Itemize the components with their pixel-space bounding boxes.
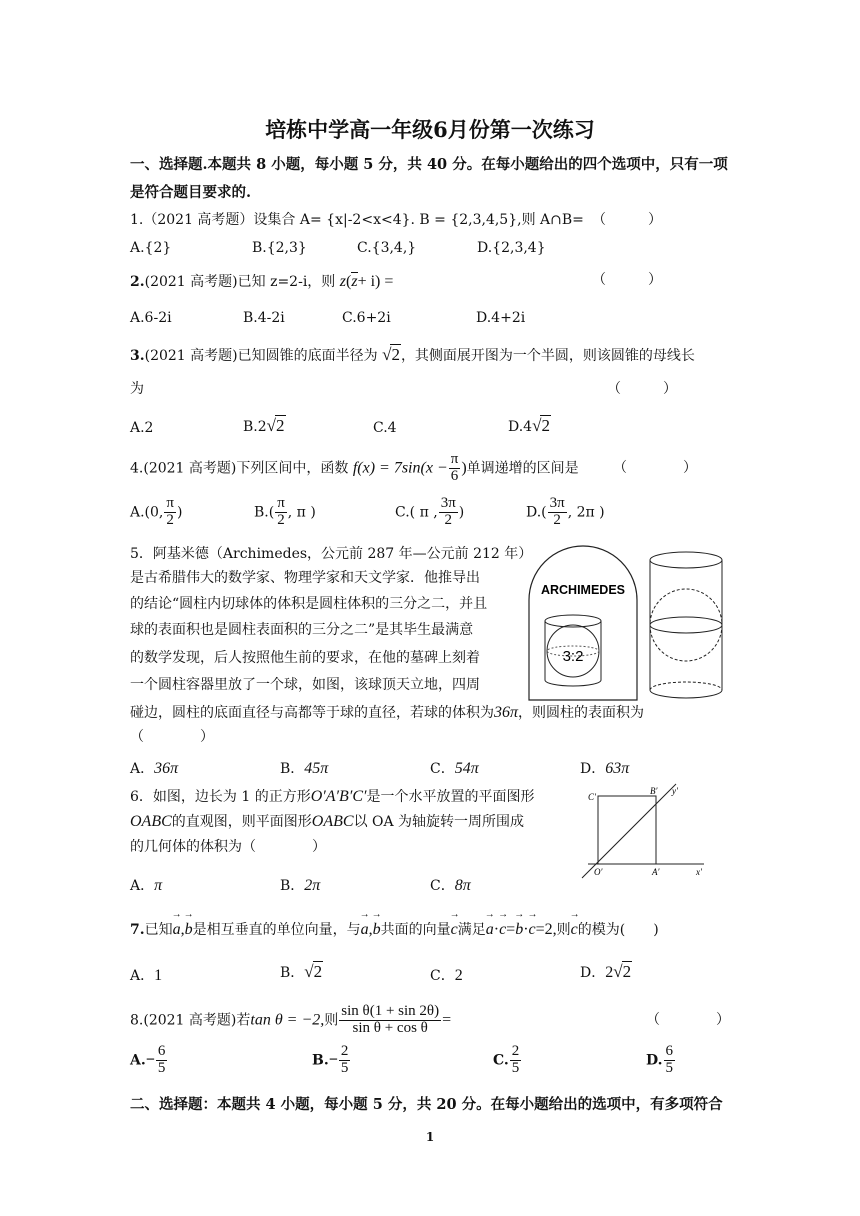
q4-function: f(x) = 7sin(x − [352,459,448,477]
q7-option-d: D．2√2 [580,962,632,981]
q6-option-c: C．8π [430,877,471,894]
q2-plus-i: + i [357,273,376,290]
q6-option-b: B．2π [280,877,321,894]
q3-answer-paren: （ ） [607,381,677,397]
q8-option-a: A.− $\frac{6}{5}$ [130,1043,166,1076]
q2-option-a: A.6-2i [130,310,172,326]
section1-header-line1: 一、选择题.本题共 8 小题，每小题 5 分，共 40 分。在每小题给出的四个选项中，只有一项 [130,156,728,173]
q7-option-c: C．2 [430,967,463,984]
q2-zbar: z [351,273,358,290]
q6-stem-line3: 的几何体的体积为（ ） [130,839,326,855]
q4-option-b: B.( $\frac{\pi}{2}$ , π ) [254,495,316,528]
q5-line: 球的表面积也是圆柱表面积的三分之二”是其毕生最满意 [130,622,474,638]
vector-a: → a [173,920,181,939]
q3-option-a: A.2 [130,420,154,436]
q8-expression: $\frac{\text{sin θ(1 + sin 2θ)}}{\text{sin θ + cos θ}}$ [341,1003,440,1036]
vector-c: → c [451,920,458,939]
q6-option-a: A．π [130,877,163,894]
q5-line: 的结论“圆柱内切球体的体积是圆柱体积的三分之二，并且 [130,596,488,612]
svg-text:A′: A′ [652,867,660,877]
q2-z: z [339,273,346,290]
q1-option-b: B.{2,3} [252,240,307,256]
q5-line: 5．阿基米德（Archimedes，公元前 287 年—公元前 212 年） [130,546,533,562]
svg-text:B′: B′ [650,786,658,796]
archimedes-label: ARCHIMEDES [540,583,626,597]
svg-text:x′: x′ [696,867,702,877]
q4-stem: 4.(2021 高考题)下列区间中，函数 [130,460,349,477]
q4-option-a: A.(0, $\frac{\pi}{2}$ ) [130,495,183,528]
q2-equals: ) = [375,273,394,290]
page-number: 1 [425,1130,435,1144]
q5-option-a: A．36π [130,760,179,777]
q3-stem-post: ，其侧面展开图为一个半圆，则该圆锥的母线长 [400,348,695,364]
section1-header-line2: 是符合题目要求的. [130,184,252,201]
q4-option-d: D.( $\frac{3\pi}{2}$ , 2π ) [526,495,605,528]
svg-text:O′: O′ [594,867,603,877]
square-intuitive-figure [578,782,718,882]
q2-lparen: ( [346,273,352,290]
q5-line: 是古希腊伟大的数学家、物理学家和天文学家．他推导出 [130,570,480,586]
ratio-label: 3:2 [562,648,584,665]
q1-stem: 1.（2021 高考题）设集合 A= {x|-2<x<4}. B = {2,3,4,5},则 A∩B= [130,212,584,228]
q1-option-c: C.{3,4,} [357,240,417,256]
svg-text:C′: C′ [588,792,596,802]
q4-stem-post: 单调递增的区间是 [466,460,579,477]
q5-line: 一个圆柱容器里放了一个球，如图，该球顶天立地，四周 [130,677,480,693]
q8-option-c: C. $\frac{2}{5}$ [493,1043,520,1076]
q2-option-b: B.4-2i [243,310,285,326]
q8-option-b: B.− $\frac{2}{5}$ [312,1043,349,1076]
q2-option-c: C.6+2i [342,310,391,326]
q8-answer-paren: （ ） [646,1012,730,1028]
q2-option-d: D.4+2i [476,310,526,326]
q3-stem-line2: 为 [130,381,144,397]
section2-header: 二、选择题：本题共 4 小题，每小题 5 分，共 20 分。在每小题给出的选项中，有多项符合 [130,1096,723,1113]
q5-volume: 36π [494,704,519,721]
q3-stem: (2021 高考题)已知圆锥的底面半径为 [144,348,378,364]
svg-text:y′: y′ [672,786,678,796]
q3-sqrt2: √2 [382,345,400,364]
q5-line: 碰边，圆柱的底面直径与高都等于球的直径，若球的体积为 [130,705,494,721]
q4-pi-over-6: $\frac{\pi}{6}$ [450,451,459,484]
q2-answer-paren: （ ） [592,272,662,288]
q7-option-a: A．1 [130,967,163,984]
vector-b: → b [185,920,193,939]
q3-number: 3. [130,348,145,364]
q5-option-c: C．54π [430,760,479,777]
q2-number: 2. [130,274,145,290]
q4-option-c: C.( π , $\frac{3\pi}{2}$ ) [395,495,465,528]
q3-option-c: C.4 [373,420,397,436]
page-title: 培栋中学高一年级6月份第一次练习 [265,117,595,142]
q1-option-d: D.{2,3,4} [477,240,546,256]
q4-answer-paren: （ ） [613,460,697,476]
q8-option-d: D. $\frac{6}{5}$ [646,1043,674,1076]
q1-option-a: A.{2} [130,240,172,256]
q5-line: 的数学发现，后人按照他生前的要求，在他的墓碑上刻着 [130,650,480,666]
q8-tan: tan θ = −2, [250,1011,325,1029]
q2-stem: (2021 高考题)已知 z=2-i，则 [144,274,336,290]
q5-option-d: D．63π [580,760,630,777]
q3-option-d: D.4√2 [508,416,550,435]
archimedes-tombstone-figure [527,540,732,702]
q7-option-b: B．√2 [280,962,323,981]
q3-option-b: B.2√2 [243,416,285,435]
q1-answer-paren: （ ） [592,212,662,228]
q5-option-b: B．45π [280,760,329,777]
q5-answer-paren: （ ） [130,729,214,745]
q6-square-name: O′A′B′C′ [310,788,367,805]
